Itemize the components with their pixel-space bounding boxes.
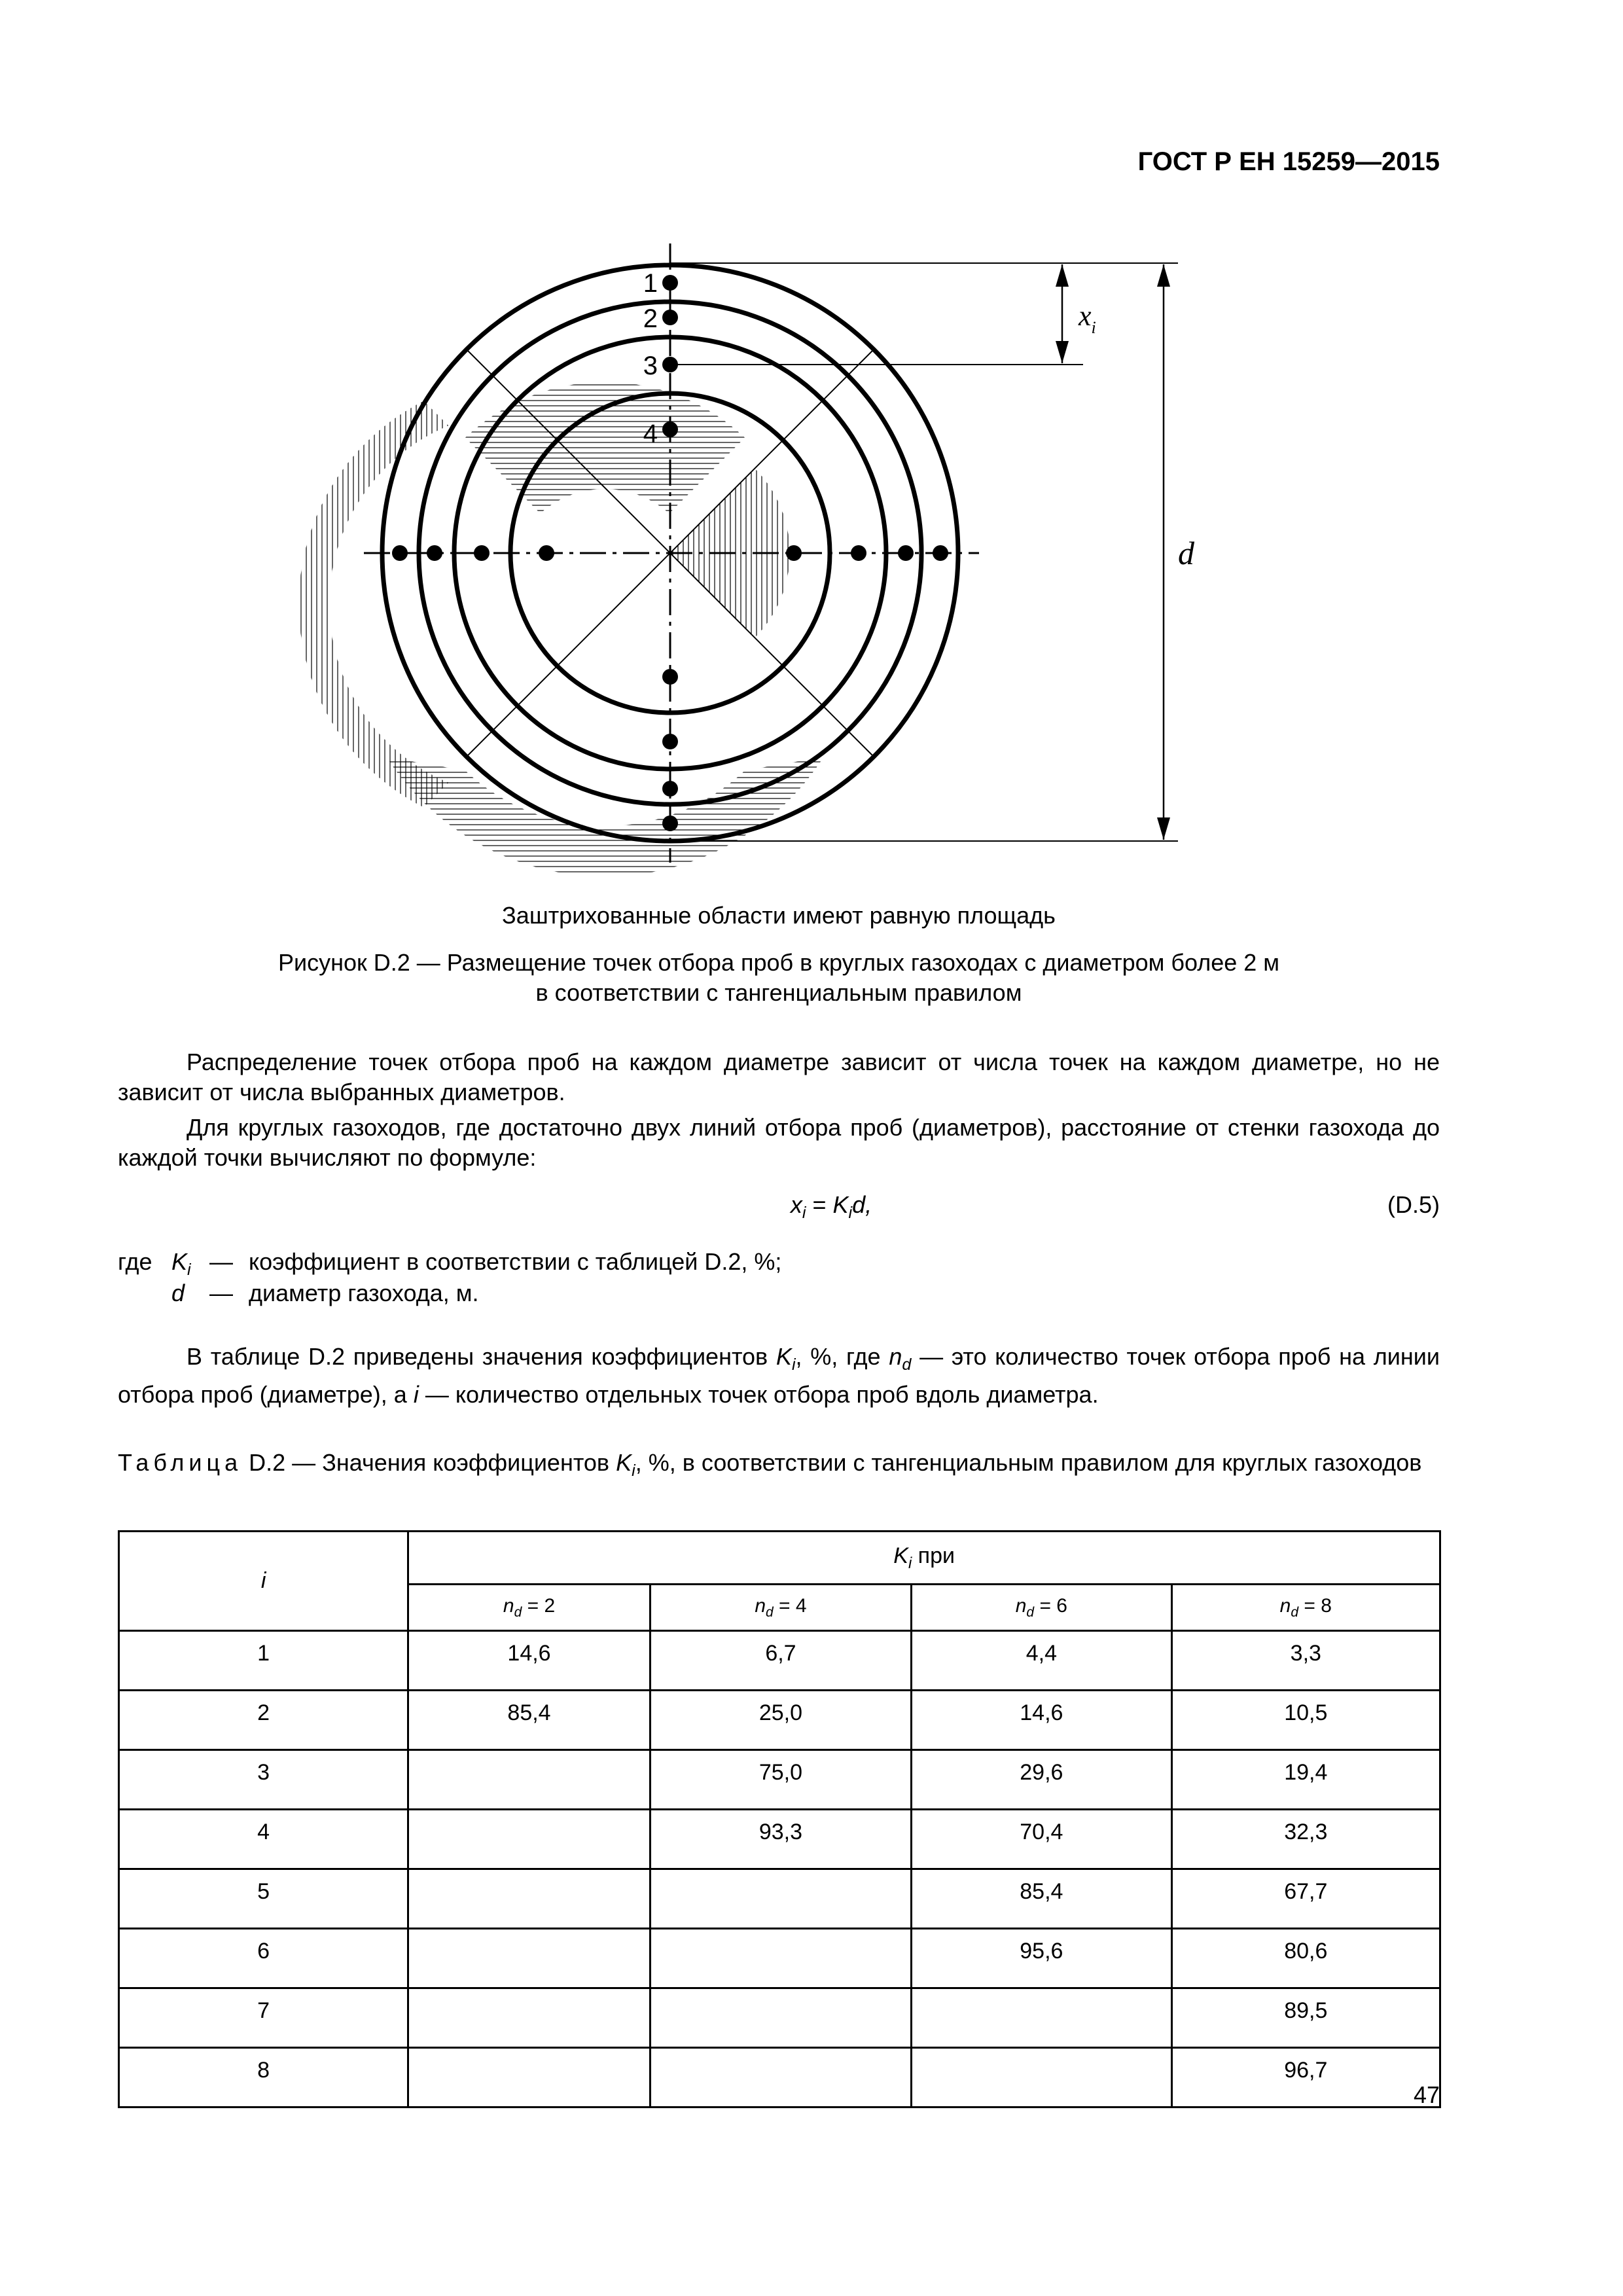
table-row [119,1988,1440,2048]
sampling-point [662,781,678,797]
header-i: i [119,1532,408,1631]
where-dash: — [209,1248,233,1275]
sampling-point [933,545,948,561]
standard-code: ГОСТ Р ЕН 15259—2015 [1137,147,1440,176]
formula-expression: $x_i = K_id$, [790,1191,872,1223]
where-dash: — [209,1280,233,1306]
figure-caption [118,948,1440,1008]
point-label-1: 1 [643,269,658,298]
table-row [119,1929,1440,1988]
sampling-point [786,545,802,561]
table-cell: 6,7 [650,1631,911,1691]
table-cell: 70,4 [912,1810,1171,1869]
table-cell [650,1929,911,1988]
table-cell: 80,6 [1171,1929,1440,1988]
table-cell: 67,7 [1171,1869,1440,1929]
table-cell [408,1929,650,1988]
table-cell: 85,4 [912,1869,1171,1929]
table-cell: 6 [119,1929,408,1988]
table-cell: 3,3 [1171,1631,1440,1691]
hatch-region-outer-ring-top [465,382,745,514]
table-cell: 1 [119,1631,408,1691]
table-cell: 29,6 [912,1750,1171,1810]
figure-caption-line-1: Рисунок D.2 — Размещение точек отбора проб в круглых газоходах с диаметром более 2 м [277,949,1280,976]
table-cell [912,2048,1171,2108]
point-label-3: 3 [643,351,658,380]
paragraph-distribution: Распределение точек отбора проб на каждом диаметре зависит от числа точек на каждом диаметре, но не зависит от числа выбранных диаметров. [118,1049,1440,1105]
table-cell [650,1988,911,2048]
table-row [119,1750,1440,1810]
where-word: где [118,1248,152,1275]
table-cell [408,2048,650,2108]
sampling-point [662,275,678,291]
table-cell: 7 [119,1988,408,2048]
table-cell: 14,6 [408,1631,650,1691]
table-cell: 25,0 [650,1691,911,1750]
header-nd-6: $n_d = 6$ [912,1585,1171,1631]
sampling-point [662,310,678,325]
table-cell [408,1988,650,2048]
sampling-point [662,669,678,685]
table-cell: 2 [119,1691,408,1750]
table-cell [408,1869,650,1929]
table-row [119,2048,1440,2108]
table-caption: Таблица D.2 — Значения коэффициентов $K_i$, %, в соответствии с тангенциальным правилом для круглых газоходов [118,1449,1422,1480]
table-cell: 32,3 [1171,1810,1440,1869]
figure-caption-line-2: в соответствии с тангенциальным правилом [535,979,1022,1006]
xi-arrow-top [1056,264,1069,287]
table-cell [408,1750,650,1810]
sampling-point [851,545,866,561]
table-cell: 96,7 [1171,2048,1440,2108]
header-nd-8: $n_d = 8$ [1171,1585,1440,1631]
table-cell: 95,6 [912,1929,1171,1988]
d-arrow-top [1157,264,1170,287]
d-dimension-label: d [1178,535,1194,571]
table-cell: 14,6 [912,1691,1171,1750]
table-cell [912,1988,1171,2048]
sampling-point [474,545,490,561]
sampling-point [662,734,678,749]
where-k-symbol: $K_i$ [171,1248,191,1280]
table-cell: 3 [119,1750,408,1810]
point-label-4: 4 [643,420,658,448]
table-row [119,1869,1440,1929]
table-row [119,1691,1440,1750]
header-nd-2: $n_d = 2$ [408,1585,650,1631]
paragraph-formula-intro: Для круглых газоходов, где достаточно двух линий отбора проб (диаметров), расстояние от стенки газохода до каждой точки вычисляют по формуле: [118,1114,1440,1171]
sampling-point [662,816,678,831]
table-cell: 10,5 [1171,1691,1440,1750]
where-k-description: коэффициент в соответствии с таблицей D.2, %; [249,1248,782,1275]
table-cell: 8 [119,2048,408,2108]
page-number: 47 [1413,2081,1440,2108]
formula-legend [118,1247,1440,1310]
xi-dimension-label: $x_i$ [1079,300,1096,337]
point-label-2: 2 [643,304,658,333]
table-cell: 75,0 [650,1750,911,1810]
xi-arrow-bottom [1056,341,1069,363]
table-row [119,1810,1440,1869]
where-d-description: диаметр газохода, м. [249,1280,479,1306]
header-k-group: $K_i$ при [408,1532,1440,1585]
table-cell [408,1810,650,1869]
table-cell: 4,4 [912,1631,1171,1691]
hatch-region-outer-ring-bottom [387,757,824,876]
formula-number: (D.5) [1387,1191,1440,1218]
sampling-point [392,545,408,561]
table-cell: 93,3 [650,1810,911,1869]
table-row [119,1631,1440,1691]
sampling-points-figure [0,0,1623,890]
table-cell: 4 [119,1810,408,1869]
coefficients-table [118,1530,1441,2108]
where-d-symbol: d [171,1280,185,1306]
sampling-point [539,545,554,561]
table-cell: 85,4 [408,1691,650,1750]
formula-d5 [118,1191,1440,1224]
table-cell: 19,4 [1171,1750,1440,1810]
sampling-point [662,422,678,437]
sampling-point [898,545,914,561]
d-arrow-bottom [1157,817,1170,840]
table-cell [650,2048,911,2108]
table-cell: 89,5 [1171,1988,1440,2048]
sampling-point [427,545,442,561]
table-cell: 5 [119,1869,408,1929]
table-cell [650,1869,911,1929]
header-nd-4: $n_d = 4$ [650,1585,911,1631]
paragraph-table-intro: В таблице D.2 приведены значения коэффициентов $K_i$, %, где $n_d$ — это количество точек отбора проб на линии отбора проб (диаметре), а i — количество отдельных точек отбора проб вдоль диаметра. [118,1343,1440,1408]
figure-note: Заштрихованные области имеют равную площадь [502,902,1056,929]
